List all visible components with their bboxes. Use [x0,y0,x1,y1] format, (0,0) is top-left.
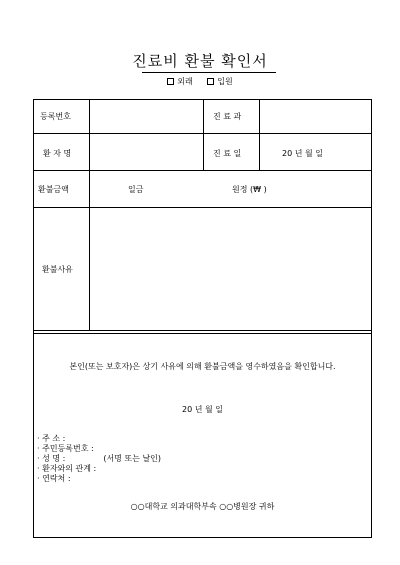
column-divider [203,99,204,170]
patient-name-label: 환 자 명 [43,149,72,158]
claimant-info [37,434,161,484]
visit-type-options [0,76,400,87]
section-divider [33,333,372,334]
title-underline [142,72,276,73]
outpatient-option[interactable] [167,76,192,87]
row-divider [33,170,372,171]
outpatient-label: 외래 [177,77,193,86]
resident-number-line[interactable]: · 주민등록번호 : [37,444,94,453]
outpatient-checkbox[interactable] [167,78,174,85]
form-title: 진료비 환불 확인서 [132,52,268,70]
signature-hint: (서명 또는 날인) [103,454,162,463]
section-divider [33,330,372,331]
refund-amount-label: 환불금액 [38,185,69,194]
dept-field[interactable] [260,100,371,133]
relation-line[interactable]: · 환자와의 관계 : [37,464,97,473]
contact-line[interactable]: · 연락처 : [37,474,71,483]
inpatient-checkbox[interactable] [207,78,214,85]
dept-label: 진 료 과 [213,112,242,121]
amount-in-words-prefix: 일금 [128,185,144,194]
refund-reason-field[interactable] [90,208,371,330]
reg-no-field[interactable] [90,100,203,133]
patient-name-field[interactable] [90,134,203,170]
signature-date[interactable]: 20 년 월 일 [182,405,223,414]
name-label: · 성 명 : [37,454,66,463]
refund-reason-label: 환불사유 [42,265,73,274]
inpatient-option[interactable] [207,76,232,87]
inpatient-label: 입원 [217,77,233,86]
name-line[interactable] [37,454,161,464]
confirmation-statement: 본인(또는 보호자)은 상기 사유에 의해 환불금액을 영수하였음을 확인합니다. [69,362,336,371]
visit-date-field[interactable]: 20 년 월 일 [282,149,323,158]
amount-won-field[interactable]: 원정 (₩ ) [232,185,267,194]
reg-no-label: 등록번호 [40,112,71,121]
recipient-line: ○○대학교 의과대학부속 ○○병원장 귀하 [130,502,275,511]
address-line[interactable]: · 주 소 : [37,434,66,443]
visit-date-label: 진 료 일 [213,149,242,158]
